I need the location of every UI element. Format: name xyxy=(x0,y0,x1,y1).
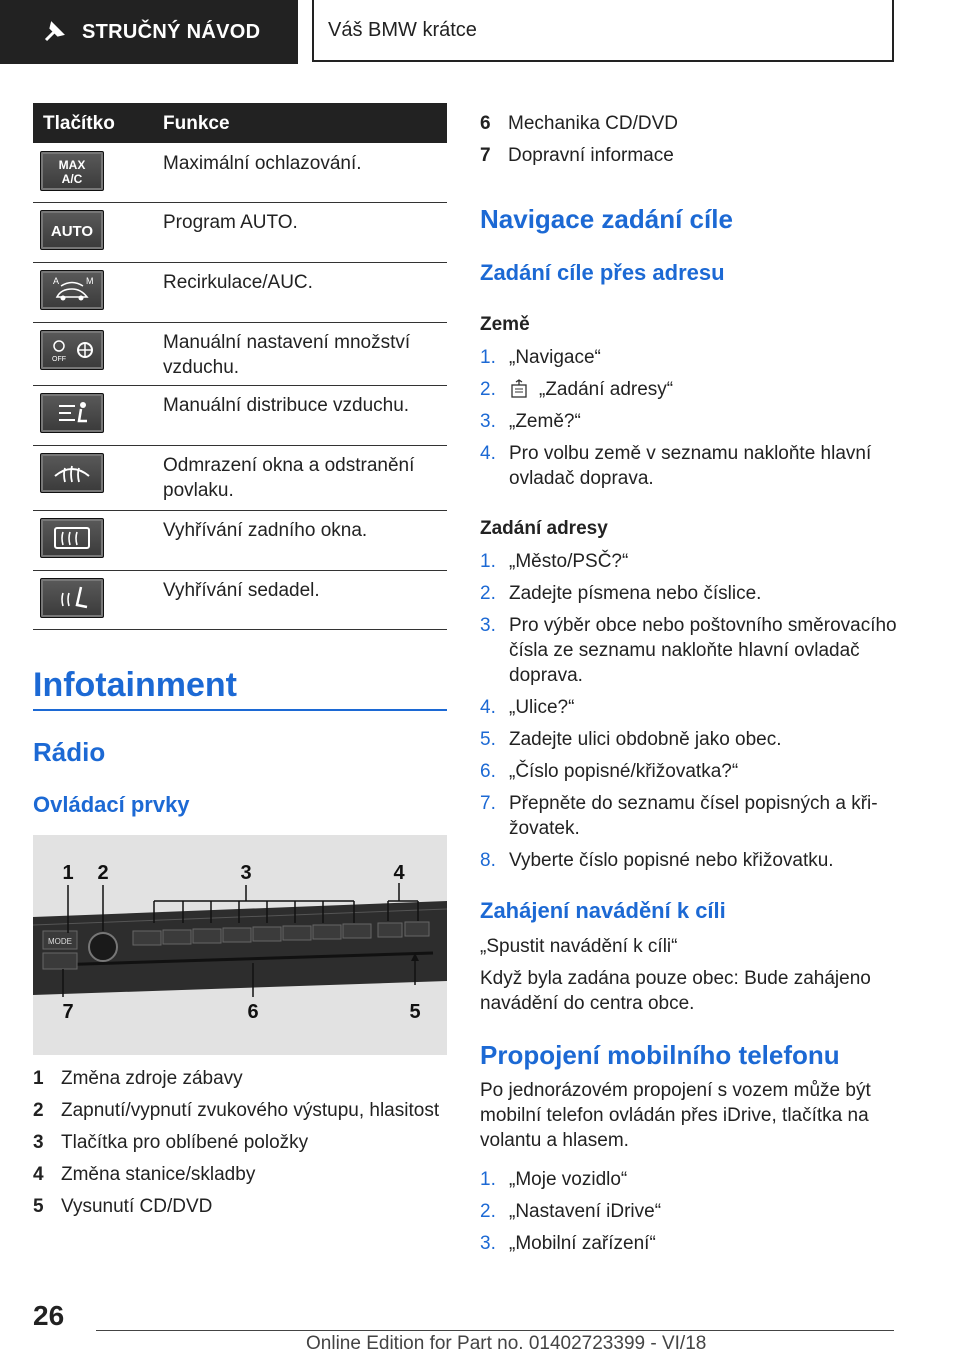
page-number: 26 xyxy=(33,1300,65,1331)
step-number: 6. xyxy=(480,761,496,782)
step-number: 2. xyxy=(480,583,496,604)
section-heading: Propojení mobilního telefonu xyxy=(480,1040,840,1070)
step-number: 3. xyxy=(480,615,496,636)
footer-divider xyxy=(96,1330,894,1331)
step-text: „Země?“ xyxy=(509,411,581,432)
defrost-button-icon xyxy=(40,453,104,493)
column-header-button: Tlačítko xyxy=(43,113,115,134)
table-row xyxy=(33,322,447,386)
table-row xyxy=(33,570,447,630)
radio-controls-illustration xyxy=(33,835,447,1055)
step-number: 2. xyxy=(480,379,496,400)
subsubsection-heading: Ovládací prvky xyxy=(33,792,190,817)
legend-number: 1 xyxy=(33,1068,44,1089)
pin-icon xyxy=(40,18,68,46)
heading-divider xyxy=(33,709,447,711)
row-description: Maximální ochlazování. xyxy=(163,153,362,174)
icon-text: A xyxy=(53,276,60,286)
step-number: 3. xyxy=(480,411,496,432)
footer-edition: Online Edition for Part no. 01402723399 - VI/18 xyxy=(306,1333,707,1354)
table-row xyxy=(33,445,447,511)
section-heading: Infotainment xyxy=(33,666,237,704)
legend-text: Změna zdroje zábavy xyxy=(61,1068,243,1089)
group-heading: Zadání adresy xyxy=(480,518,608,539)
paragraph: Po jednorázovém propojení s vozem může být mobilní telefon ovládán přes iDrive, tlačítka na volantu a hlasem. xyxy=(480,1080,871,1151)
subsection-heading: Zahájení navádění k cíli xyxy=(480,898,726,923)
row-description: Program AUTO. xyxy=(163,212,298,233)
legend-text: Zapnutí/vypnutí zvukového výstupu, hlasitost xyxy=(61,1100,440,1121)
air-distribution-button-icon xyxy=(40,393,104,433)
step-text: Zadejte písmena nebo číslice. xyxy=(509,583,762,604)
legend-number: 5 xyxy=(33,1196,44,1217)
paragraph: „Spustit navádění k cíli“ xyxy=(480,936,678,957)
step-text: „Ulice?“ xyxy=(509,697,575,718)
icon-text: AUTO xyxy=(50,223,94,240)
icon-text: MAX xyxy=(58,158,86,172)
step-text: Zadejte ulici obdobně jako obec. xyxy=(509,729,782,750)
auto-button-icon xyxy=(40,210,104,250)
step-number: 3. xyxy=(480,1233,496,1254)
callout-3: 3 xyxy=(240,862,252,884)
row-description: Vyhřívání zadního okna. xyxy=(163,520,368,541)
callout-7: 7 xyxy=(62,1001,74,1023)
legend-text: Dopravní informace xyxy=(508,145,674,166)
step-text: „Město/PSČ?“ xyxy=(509,551,629,572)
icon-text: A/C xyxy=(61,172,83,186)
table-row xyxy=(33,385,447,446)
legend-number: 2 xyxy=(33,1100,44,1121)
group-heading: Země xyxy=(480,314,530,335)
table-row xyxy=(33,202,447,263)
step-text: Pro volbu země v seznamu nakloňte hlavní ovladač doprava. xyxy=(509,443,872,489)
step-number: 1. xyxy=(480,551,496,572)
table-row xyxy=(33,510,447,571)
subsection-heading: Rádio xyxy=(33,737,106,767)
step-number: 4. xyxy=(480,697,496,718)
step-text: „Číslo popisné/křižovatka?“ xyxy=(509,761,739,782)
table-header xyxy=(33,103,447,143)
seat-heating-button-icon xyxy=(40,578,104,618)
max-ac-button-icon xyxy=(40,151,104,191)
row-description: Recirkulace/AUC. xyxy=(163,272,313,293)
legend-text: Vysunutí CD/DVD xyxy=(61,1196,213,1217)
row-description: Manuální distribuce vzduchu. xyxy=(163,395,410,416)
paragraph: Když byla zadána pouze obec: Bude zahájeno navádění do centra obce. xyxy=(480,968,871,1014)
step-text: Pro výběr obce nebo poštovního směrovacího čísla ze seznamu nakloňte hlavní ovladač doprava. xyxy=(509,615,897,686)
step-number: 2. xyxy=(480,1201,496,1222)
callout-6: 6 xyxy=(247,1001,259,1023)
legend-number: 4 xyxy=(33,1164,44,1185)
legend-text: Tlačítka pro oblíbené položky xyxy=(61,1132,309,1153)
icon-text: OFF xyxy=(52,356,66,363)
section-title: STRUČNÝ NÁVOD xyxy=(82,20,261,43)
panel-text: MODE xyxy=(48,937,72,946)
callout-1: 1 xyxy=(62,862,74,884)
legend-number: 6 xyxy=(480,113,491,134)
step-text: „Moje vozidlo“ xyxy=(509,1169,628,1190)
step-number: 5. xyxy=(480,729,496,750)
legend-number: 3 xyxy=(33,1132,44,1153)
icon-text: M xyxy=(86,276,94,286)
legend-number: 7 xyxy=(480,145,491,166)
step-number: 4. xyxy=(480,443,496,464)
step-text: „Zadání adresy“ xyxy=(539,379,674,400)
section-tab xyxy=(0,0,298,64)
chapter-title xyxy=(312,0,894,62)
subsection-heading: Zadání cíle přes adresu xyxy=(480,260,725,285)
row-description: Vyhřívání sedadel. xyxy=(163,580,320,601)
address-book-icon xyxy=(509,379,529,399)
callout-2: 2 xyxy=(97,862,109,884)
step-text: Vyberte číslo popisné nebo křižovatku. xyxy=(509,850,834,871)
table-row xyxy=(33,262,447,323)
step-number: 8. xyxy=(480,850,496,871)
column-header-function: Funkce xyxy=(163,113,230,134)
step-text: Přepněte do seznamu čísel popisných a křižovatek. xyxy=(509,793,878,839)
step-text: „Mobilní zařízení“ xyxy=(509,1233,656,1254)
section-heading: Navigace zadání cíle xyxy=(480,204,733,234)
chapter-title-text: Váš BMW krátce xyxy=(328,18,477,41)
step-text: „Navigace“ xyxy=(509,347,601,368)
legend-text: Změna stanice/skladby xyxy=(61,1164,256,1185)
step-text: „Nastavení iDrive“ xyxy=(509,1201,662,1222)
row-description: Manuální nastavení množství vzduchu. xyxy=(163,332,411,378)
step-number: 1. xyxy=(480,347,496,368)
recirculation-auc-button-icon xyxy=(40,270,104,310)
rear-window-heating-button-icon xyxy=(40,518,104,558)
callout-5: 5 xyxy=(409,1001,421,1023)
callout-4: 4 xyxy=(393,862,405,884)
step-number: 1. xyxy=(480,1169,496,1190)
legend-text: Mechanika CD/DVD xyxy=(508,113,678,134)
air-volume-button-icon xyxy=(40,330,104,370)
step-number: 7. xyxy=(480,793,496,814)
table-row xyxy=(33,143,447,203)
row-description: Odmrazení okna a odstranění povlaku. xyxy=(163,455,415,501)
